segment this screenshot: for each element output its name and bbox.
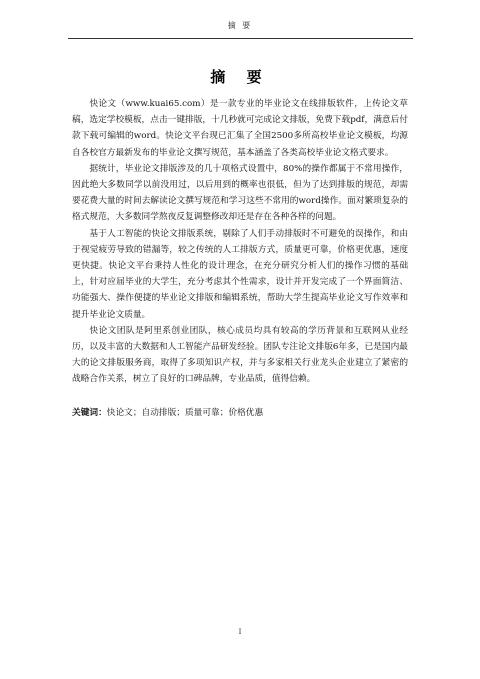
paragraph-4: 快论文团队是阿里系创业团队，核心成员均具有较高的学历背景和互联网从业经历，以及丰富的大数据和人工智能产品研发经验。团队专注论文排版6年多，已是国内最大的论文排版服务商，取得了多项知识产权，并与多家相关行业龙头企业建立了紧密的战略合作关系，树立了良好的口碑品牌，专业品质，值得信赖。 <box>72 325 408 385</box>
paragraph-3: 基于人工智能的快论文排版系统，剔除了人们手动排版时不可避免的误操作，和由于视觉疲劳导致的错漏等，较之传统的人工排版方式，质量更可靠，价格更优惠，速度更快捷。快论文平台秉持人性化的设计理念，在充分研究分析人们的操作习惯的基础上，针对应届毕业的大学生，充分考虑其个性需求，设计并开发完成了一个界面简洁、功能强大、操作便捷的毕业论文排版和编辑系统，帮助大学生提高毕业论文写作效率和提升毕业论文质量。 <box>72 228 408 320</box>
keywords-line <box>72 405 408 421</box>
paragraph-2: 据统计，毕业论文排版涉及的几十项格式设置中，80%的操作都属于不常用操作，因此绝大多数同学以前没用过，以后用到的概率也很低，但为了达到排版的规范，却需要花费大量的时间去解读论文撰写规范和学习这些不常用的word操作。面对繁琐复杂的格式规范，大多数同学熬夜反复调整修改却还是存在各种各样的问题。 <box>72 163 408 223</box>
paragraph-1: 快论文（www.kuai65.com）是一款专业的毕业论文在线排版软件，上传论文草稿，选定学校模板，点击一键排版，十几秒就可完成论文排版，免费下载pdf，满意后付款下载可编辑的word。快论文平台现已汇集了全国2500多所高校毕业论文模板，均源自各校官方最新发布的毕业论文撰写规范，基本涵盖了各类高校毕业论文格式要求。 <box>72 99 408 158</box>
page-title: 摘 要 <box>210 68 270 86</box>
page-number: I <box>238 628 242 636</box>
keywords-label: 关键词： <box>72 408 107 418</box>
running-header: 摘 要 <box>227 21 253 30</box>
keywords-value: 快论文；自动排版；质量可靠；价格优惠 <box>106 408 264 418</box>
abstract-body <box>72 96 408 388</box>
header-rule <box>68 38 413 39</box>
